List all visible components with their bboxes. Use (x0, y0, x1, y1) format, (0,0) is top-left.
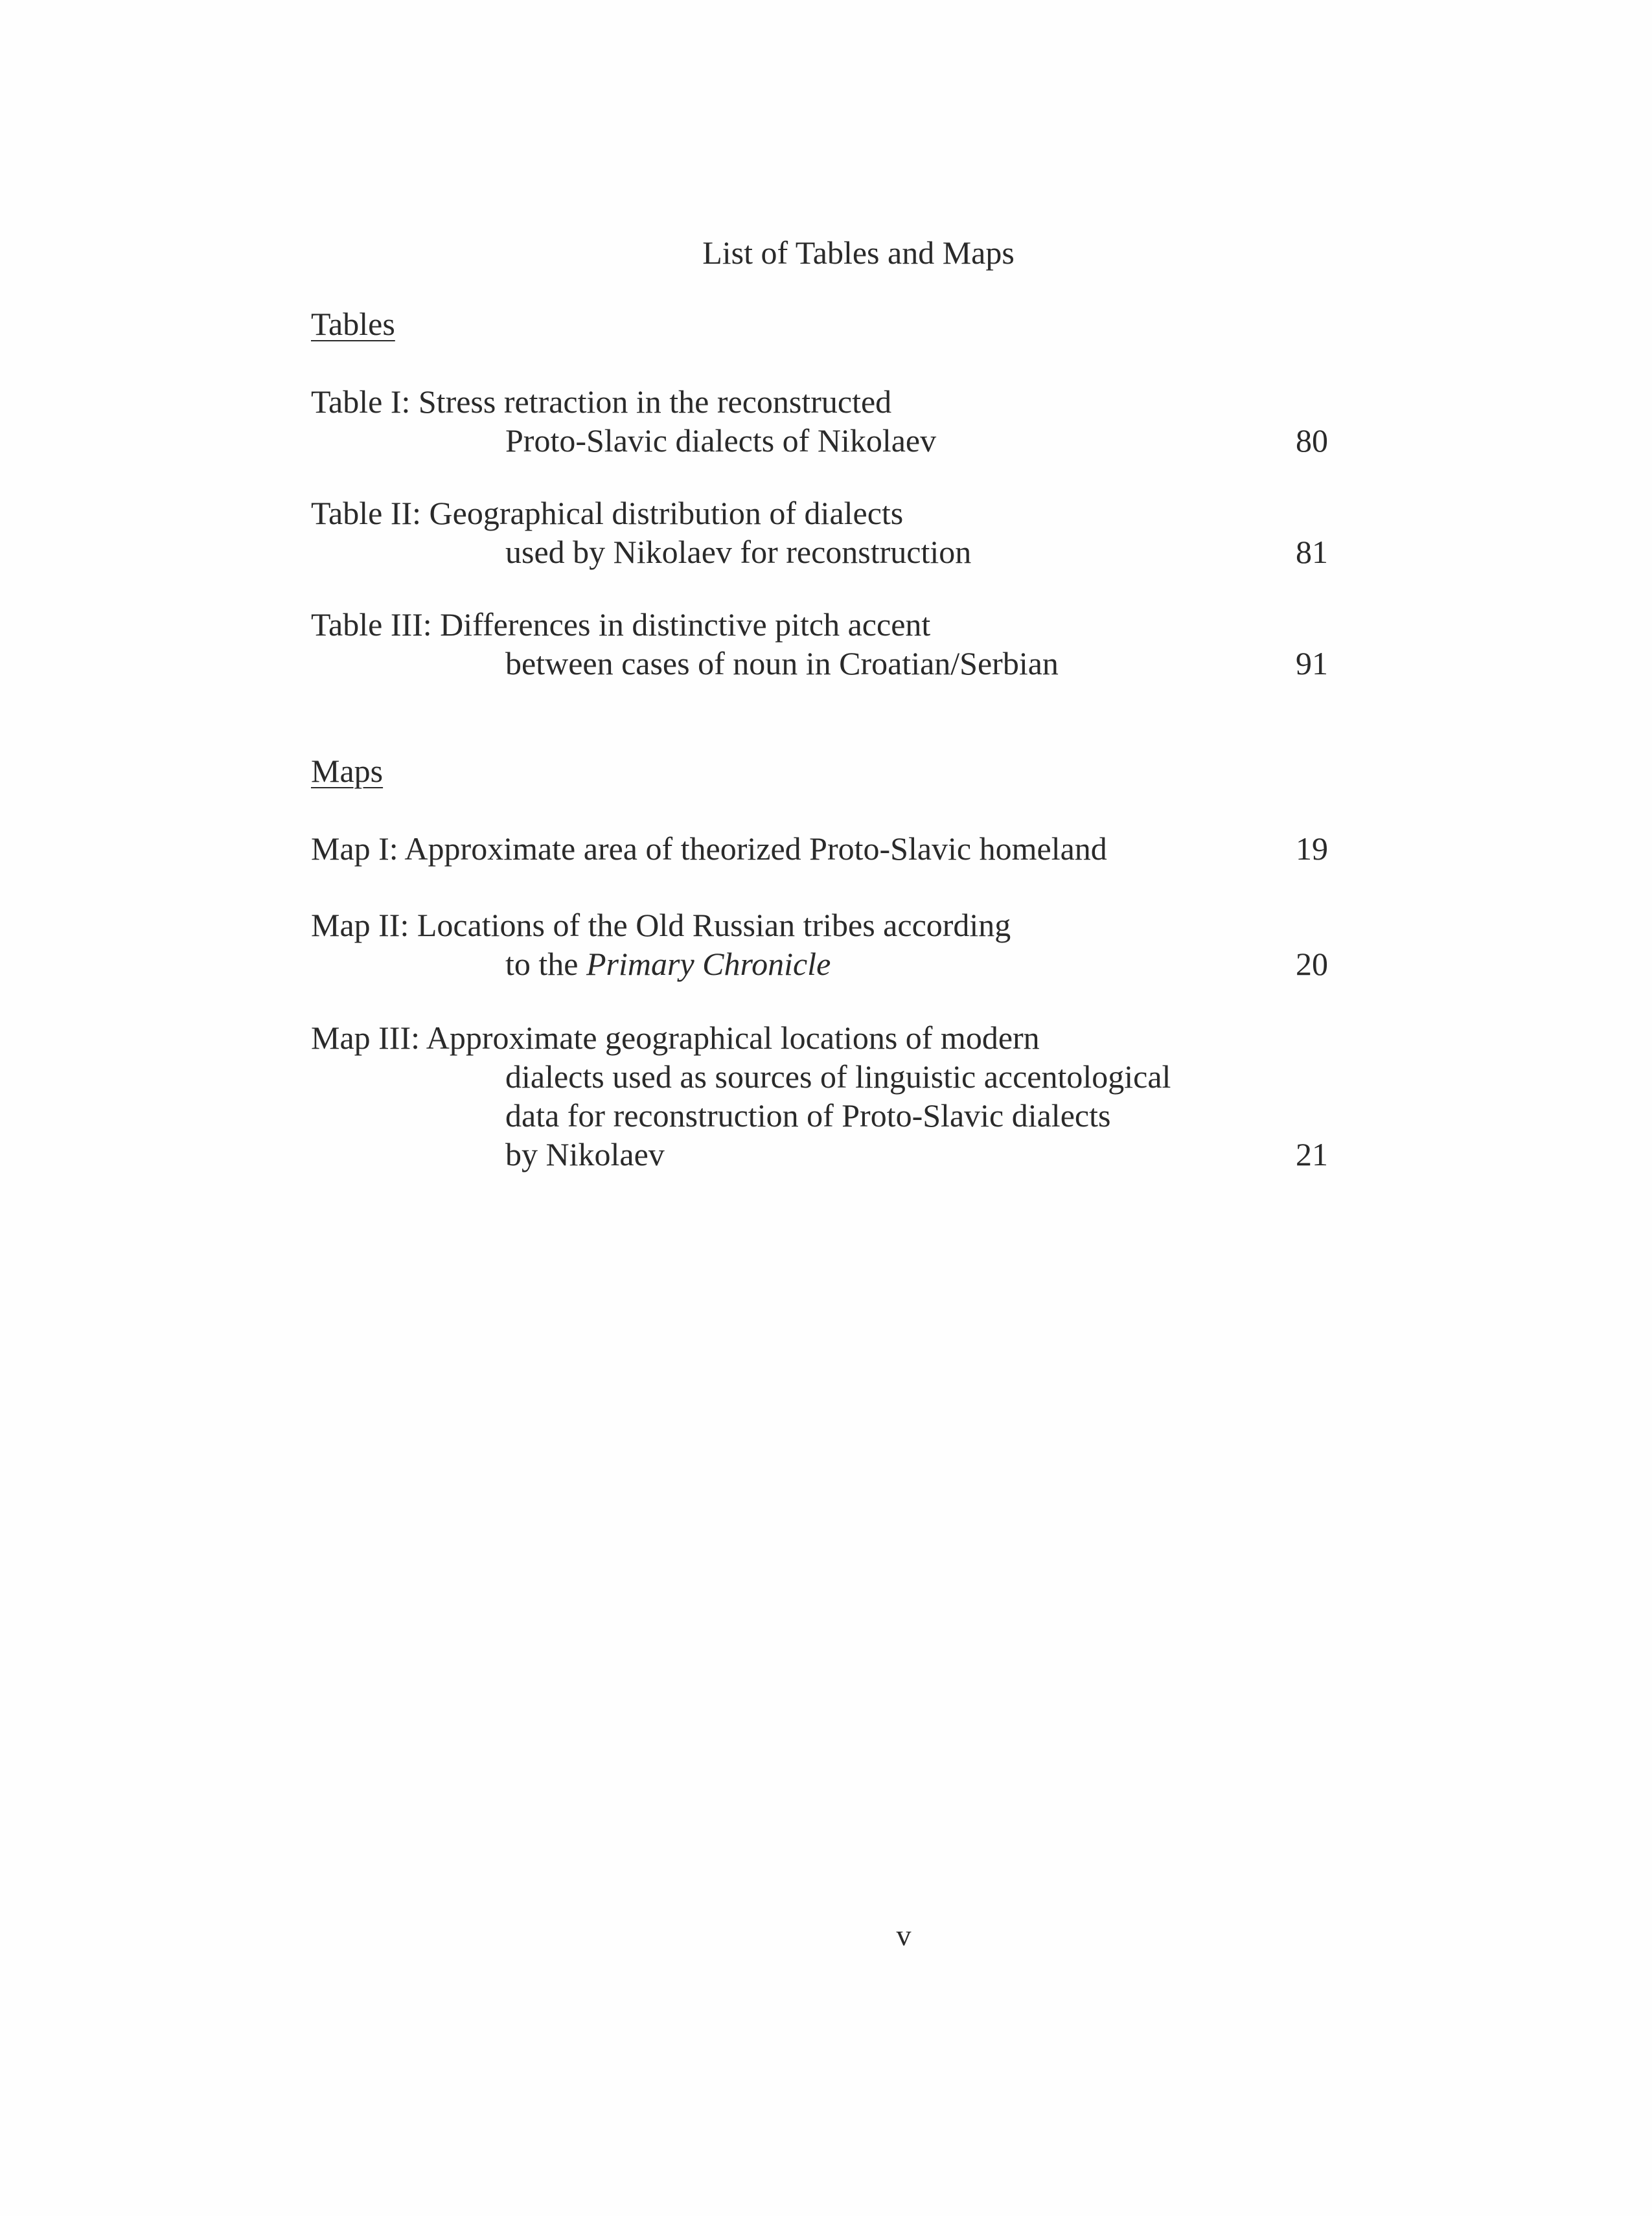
entry-page-number: 91 (1296, 645, 1328, 681)
italic-title: Primary Chronicle (586, 946, 831, 982)
entry-line: Table I: Stress retraction in the reconstructed (311, 383, 892, 420)
page-number: v (896, 1919, 912, 1952)
entry-page-number: 20 (1296, 946, 1328, 982)
entry-page-number: 19 (1296, 830, 1328, 867)
entry-line: between cases of noun in Croatian/Serbian (505, 645, 1059, 681)
entry-line: dialects used as sources of linguistic accentological (505, 1058, 1171, 1095)
map-entry (311, 906, 1348, 983)
page-title: List of Tables and Maps (702, 234, 1015, 271)
entry-line: by Nikolaev (505, 1136, 665, 1172)
entry-line: used by Nikolaev for reconstruction (505, 534, 972, 570)
entry-line: Proto-Slavic dialects of Nikolaev (505, 422, 937, 459)
entry-text: to the (505, 946, 586, 982)
entry-line: Map I: Approximate area of theorized Proto-Slavic homeland (311, 830, 1107, 867)
map-entry (311, 829, 1348, 868)
table-entry (311, 382, 1348, 460)
entry-line: Table II: Geographical distribution of dialects (311, 495, 904, 531)
table-entry (311, 605, 1348, 683)
entry-page-number: 81 (1296, 534, 1328, 570)
entry-line: data for reconstruction of Proto-Slavic dialects (505, 1097, 1111, 1134)
entry-line: Map II: Locations of the Old Russian tribes according (311, 907, 1011, 943)
maps-heading: Maps (311, 753, 384, 789)
entry-line: Map III: Approximate geographical locations of modern (311, 1020, 1040, 1056)
entry-line: Table III: Differences in distinctive pitch accent (311, 606, 931, 643)
table-entry (311, 494, 1348, 571)
entry-page-number: 21 (1296, 1136, 1328, 1172)
tables-heading: Tables (311, 306, 395, 342)
entry-line (311, 944, 1348, 983)
entry-page-number: 80 (1296, 422, 1328, 459)
map-entry (311, 1018, 1348, 1174)
